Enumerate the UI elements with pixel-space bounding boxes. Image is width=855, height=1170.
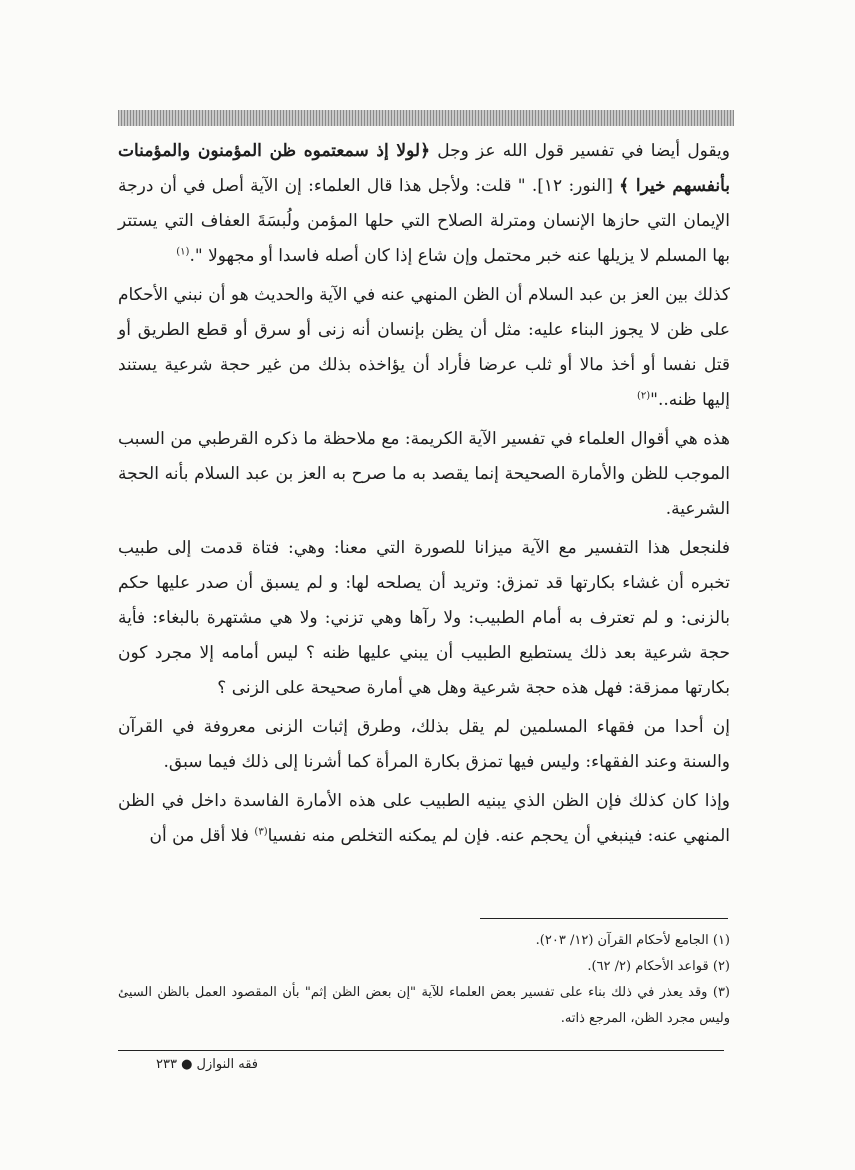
paragraph-4: فلنجعل هذا التفسير مع الآية ميزانا للصورة التي معنا: وهي: فتاة قدمت إلى طبيب تخبره أن غشاء بكارتها قد تمزق: وتريد أن يصلحه لها: و لم يسبق أن صدر عليها حكم بالزنى: و لم تعترف به أمام الطبيب: ولا رآها وهي تزني: ولا هي مشتهرة بالبغاء: فأية حجة شرعية بعد ذلك يستطيع الطبيب أن يبني عليها ظنه ؟ ليس أمامه إلا مجرد كون بكارتها ممزقة: فهل هذه حجة شرعية وهل هي أمارة صحيحة على الزنى ؟ bbox=[118, 538, 730, 698]
main-text bbox=[118, 134, 730, 858]
header-decorative-band bbox=[118, 110, 734, 126]
paragraph-2 bbox=[118, 278, 730, 418]
paragraph-6-text: وإذا كان كذلك فإن الظن الذي يبنيه الطبيب على هذه الأمارة الفاسدة داخل في الظن المنهي عنه: فينبغي أن يحجم عنه. فإن لم يمكنه التخلص منه نفسيا bbox=[118, 791, 730, 846]
footnote-separator bbox=[480, 918, 728, 919]
paragraph-5: إن أحدا من فقهاء المسلمين لم يقل بذلك، وطرق إثبات الزنى معروفة في القرآن والسنة وعند الفقهاء: وليس فيها تمزق بكارة المرأة كما أشرنا إلى ذلك فيما سبق. bbox=[118, 717, 730, 772]
footnote-1: (١) الجامع لأحكام القرآن (١٢/ ٢٠٣). bbox=[535, 933, 730, 948]
footnote-ref-3: (٣) bbox=[254, 826, 268, 838]
paragraph-1-intro: ويقول أيضا في تفسير قول الله عز وجل bbox=[430, 141, 730, 161]
quran-verse: ﴿لولا إذ سمعتموه ظن المؤمنون والمؤمنات بأنفسهم خيرا ﴾ bbox=[118, 141, 730, 196]
paragraph-6 bbox=[118, 784, 730, 854]
footnote-ref-1: (١) bbox=[176, 246, 190, 258]
paragraph-1-body: [النور: ١٢]. " قلت: ولأجل هذا قال العلماء: إن الآية أصل في أن درجة الإيمان التي حازها الإنسان ومترلة الصلاح التي حلها المؤمن ولُبسَةَ العفاف التي يستتر بها المسلم لا يزيلها عنه خبر محتمل وإن شاع إذا كان أصله فاسدا أو مجهولا ". bbox=[118, 176, 730, 266]
paragraph-2-text: كذلك بين العز بن عبد السلام أن الظن المنهي عنه في الآية والحديث هو أن نبني الأحكام على ظن لا يجوز البناء عليه: مثل أن يظن بإنسان أنه زنى أو سرق أو قطع الطريق أو قتل نفسا أو أخذ مالا أو ثلب عرضا فأراد أن يؤاخذه بذلك من غير حجة شرعية يستند إليها ظنه.." bbox=[118, 285, 730, 410]
footnote-2: (٢) قواعد الأحكام (٢/ ٦٢). bbox=[587, 959, 730, 974]
running-footer: فقه النوازل ● ٢٣٣ bbox=[156, 1057, 258, 1072]
footnote-ref-2: (٢) bbox=[636, 390, 651, 402]
paragraph-6-tail: فلا أقل من أن bbox=[149, 826, 255, 846]
footnotes bbox=[118, 928, 730, 1032]
paragraph-1 bbox=[118, 134, 730, 274]
footnote-3: (٣) وقد يعذر في ذلك بناء على تفسير بعض العلماء للآية "إن بعض الظن إثم" بأن المقصود العمل بالظن السيئ وليس مجرد الظن، المرجع ذاته. bbox=[118, 985, 730, 1026]
footer-rule bbox=[118, 1050, 724, 1051]
paragraph-3: هذه هي أقوال العلماء في تفسير الآية الكريمة: مع ملاحظة ما ذكره القرطبي من السبب الموجب للظن والأمارة الصحيحة إنما يقصد به ما صرح به العز بن عبد السلام بأنه الحجة الشرعية. bbox=[118, 429, 730, 519]
